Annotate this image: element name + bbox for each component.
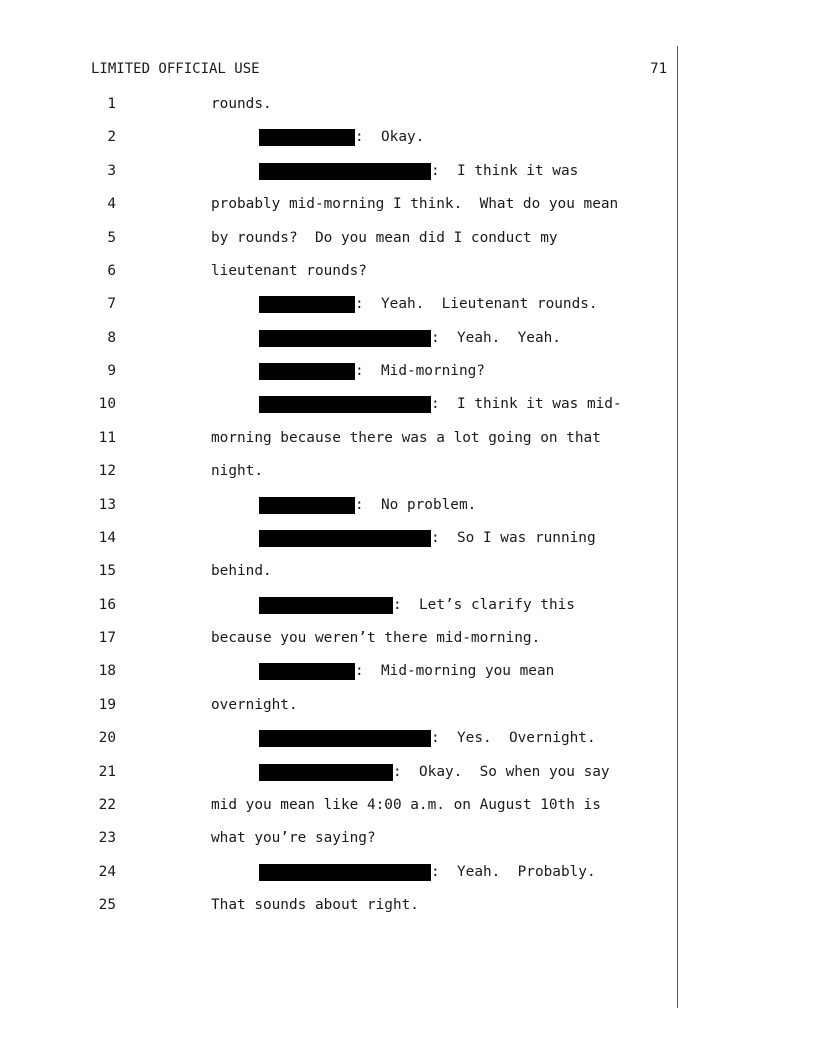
line-number: 11 bbox=[98, 429, 116, 446]
speaker-statement: : I think it was mid- bbox=[431, 396, 622, 413]
line-number: 25 bbox=[98, 897, 116, 913]
speaker-statement: : Let’s clarify this bbox=[393, 596, 575, 613]
page-header bbox=[91, 61, 667, 81]
redacted-speaker-name bbox=[259, 864, 431, 881]
speaker-statement: : Okay. bbox=[355, 129, 425, 146]
speaker-statement: : Okay. So when you say bbox=[393, 763, 610, 780]
continuation-text: morning because there was a lot going on that bbox=[211, 429, 601, 446]
continuation-text: rounds. bbox=[211, 96, 272, 112]
continuation-text: behind. bbox=[211, 563, 272, 580]
line-number: 5 bbox=[107, 229, 116, 246]
redacted-speaker-name bbox=[259, 597, 393, 614]
line-number: 19 bbox=[98, 696, 116, 713]
line-number: 22 bbox=[98, 796, 116, 813]
line-number: 12 bbox=[98, 463, 116, 480]
line-number: 20 bbox=[98, 730, 116, 747]
redacted-speaker-name bbox=[259, 663, 355, 680]
line-number: 1 bbox=[107, 96, 116, 112]
line-number: 3 bbox=[107, 162, 116, 179]
redacted-speaker-name bbox=[259, 396, 431, 413]
page-number: 71 bbox=[650, 61, 667, 77]
continuation-text: by rounds? Do you mean did I conduct my bbox=[211, 229, 558, 246]
line-number: 4 bbox=[107, 196, 116, 213]
line-number: 24 bbox=[98, 863, 116, 880]
line-number: 13 bbox=[98, 496, 116, 513]
speaker-statement: : I think it was bbox=[431, 162, 579, 179]
continuation-text: lieutenant rounds? bbox=[211, 262, 367, 279]
line-number: 10 bbox=[98, 396, 116, 413]
line-number: 7 bbox=[107, 296, 116, 313]
line-number: 23 bbox=[98, 830, 116, 847]
speaker-statement: : Yeah. Probably. bbox=[431, 863, 596, 880]
right-margin-rule bbox=[677, 46, 678, 1008]
continuation-text: overnight. bbox=[211, 696, 298, 713]
continuation-text: what you’re saying? bbox=[211, 830, 376, 847]
speaker-statement: : Mid-morning? bbox=[355, 363, 485, 379]
speaker-statement: : Mid-morning you mean bbox=[355, 663, 555, 680]
redacted-speaker-name bbox=[259, 296, 355, 313]
speaker-statement: : So I was running bbox=[431, 529, 596, 546]
classification-marking: LIMITED OFFICIAL USE bbox=[91, 61, 260, 77]
line-number: 9 bbox=[107, 363, 116, 379]
speaker-statement: : Yeah. Lieutenant rounds. bbox=[355, 296, 598, 313]
speaker-statement: : Yeah. Yeah. bbox=[431, 329, 561, 346]
redacted-speaker-name bbox=[259, 530, 431, 547]
line-number: 14 bbox=[98, 529, 116, 546]
continuation-text: night. bbox=[211, 463, 263, 480]
continuation-text: That sounds about right. bbox=[211, 897, 419, 913]
continuation-text: mid you mean like 4:00 a.m. on August 10th is bbox=[211, 796, 601, 813]
speaker-statement: : Yes. Overnight. bbox=[431, 730, 596, 747]
redacted-speaker-name bbox=[259, 363, 355, 380]
redacted-speaker-name bbox=[259, 497, 355, 514]
line-number: 2 bbox=[107, 129, 116, 146]
line-number: 17 bbox=[98, 630, 116, 646]
continuation-text: because you weren’t there mid-morning. bbox=[211, 630, 541, 646]
redacted-speaker-name bbox=[259, 129, 355, 146]
redacted-speaker-name bbox=[259, 730, 431, 747]
redacted-speaker-name bbox=[259, 764, 393, 781]
redacted-speaker-name bbox=[259, 330, 431, 347]
line-number: 15 bbox=[98, 563, 116, 580]
line-number: 21 bbox=[98, 763, 116, 780]
line-number: 8 bbox=[107, 329, 116, 346]
speaker-statement: : No problem. bbox=[355, 496, 477, 513]
line-number: 16 bbox=[98, 596, 116, 613]
line-number: 6 bbox=[107, 262, 116, 279]
line-number: 18 bbox=[98, 663, 116, 680]
continuation-text: probably mid-morning I think. What do you mean bbox=[211, 196, 619, 213]
redacted-speaker-name bbox=[259, 163, 431, 180]
